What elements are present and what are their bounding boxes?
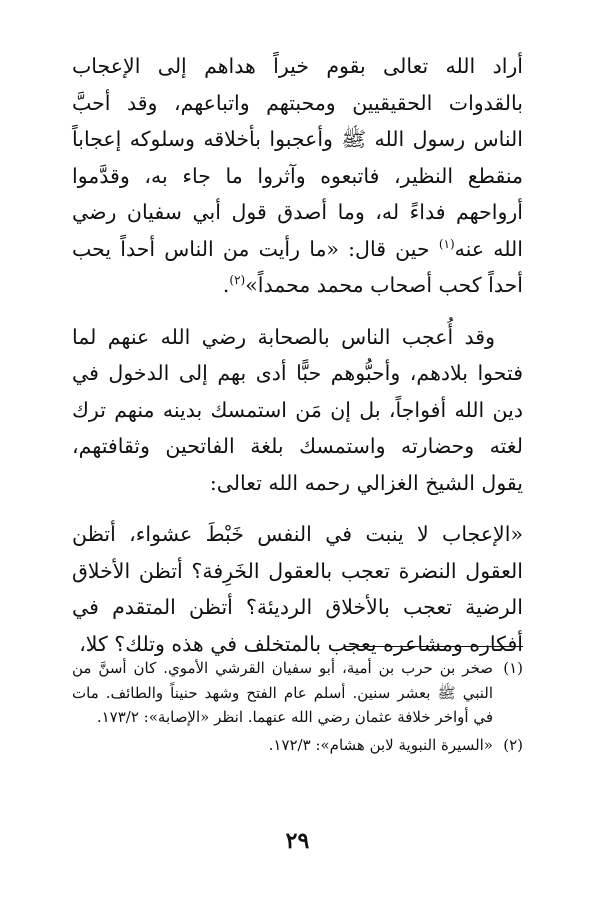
footnote-1-text: صخر بن حرب بن أمية، أبو سفيان القرشي الأموي. كان أسنَّ من النبي ﷺ بعشر سنين. أسلم عام الفتح وشهد حنيناً والطائف. مات في أواخر خلافة عثمان رضي الله عنهما. انظر «الإصابة»: ١٧٣/٢. (72, 659, 493, 726)
footnote-2-text: «السيرة النبوية لابن هشام»: ١٧٢/٣. (268, 735, 493, 754)
book-page (72, 48, 523, 880)
paragraph-1-part-1: أراد الله تعالى بقوم خيراً هداهم إلى الإعجاب بالقدوات الحقيقيين ومحبتهم واتباعهم، وقد أحبَّ الناس رسول الله ﷺ وأعجبوا بأخلاقه وسلوكه إعجاباً منقطع النظير، فاتبعوه وآثروا ما جاء به، وقدَّموا أرواحهم فداءً له، وما أصدق قول أبي سفيان رضي الله عنه (72, 54, 523, 261)
footnote-divider (345, 646, 523, 647)
footnote-ref-1[interactable]: (١) (438, 236, 455, 251)
footnote-1 (72, 656, 523, 730)
paragraph-1-part-3: . (222, 273, 230, 297)
paragraph-1 (72, 48, 523, 304)
paragraph-3-quote: «الإعجاب لا ينبت في النفس خَبْطَ عشواء، أتظن العقول النضرة تعجب بالعقول الخَرِفة؟ أتظن الأخلاق الرضية تعجب بالأخلاق الرديئة؟ أتظن المتقدم في أفكاره ومشاعره يعجب بالمتخلف في هذه وتلك؟ كلا، (72, 522, 523, 656)
footnotes (72, 656, 523, 760)
paragraph-1-part-2: حين قال: «ما رأيت من الناس أحداً يحب أحداً كحب أصحاب محمد محمداً» (72, 236, 523, 297)
footnote-1-number: (١) (503, 659, 523, 677)
page-number: ٢٩ (285, 828, 310, 854)
footnote-ref-2[interactable]: (٢) (229, 273, 246, 288)
paragraph-2: وقد أُعجب الناس بالصحابة رضي الله عنهم لما فتحوا بلادهم، وأحبُّوهم حبًّا أدى بهم إلى الدخول في دين الله أفواجاً، بل إن مَن استمسك بدينه منهم ترك لغته وحضارته واستمسك بلغة الفاتحين وثقافتهم، يقول الشيخ الغزالي رحمه الله تعالى: (72, 324, 523, 495)
footnote-2-number: (٢) (503, 735, 523, 754)
footnote-2 (72, 733, 523, 758)
